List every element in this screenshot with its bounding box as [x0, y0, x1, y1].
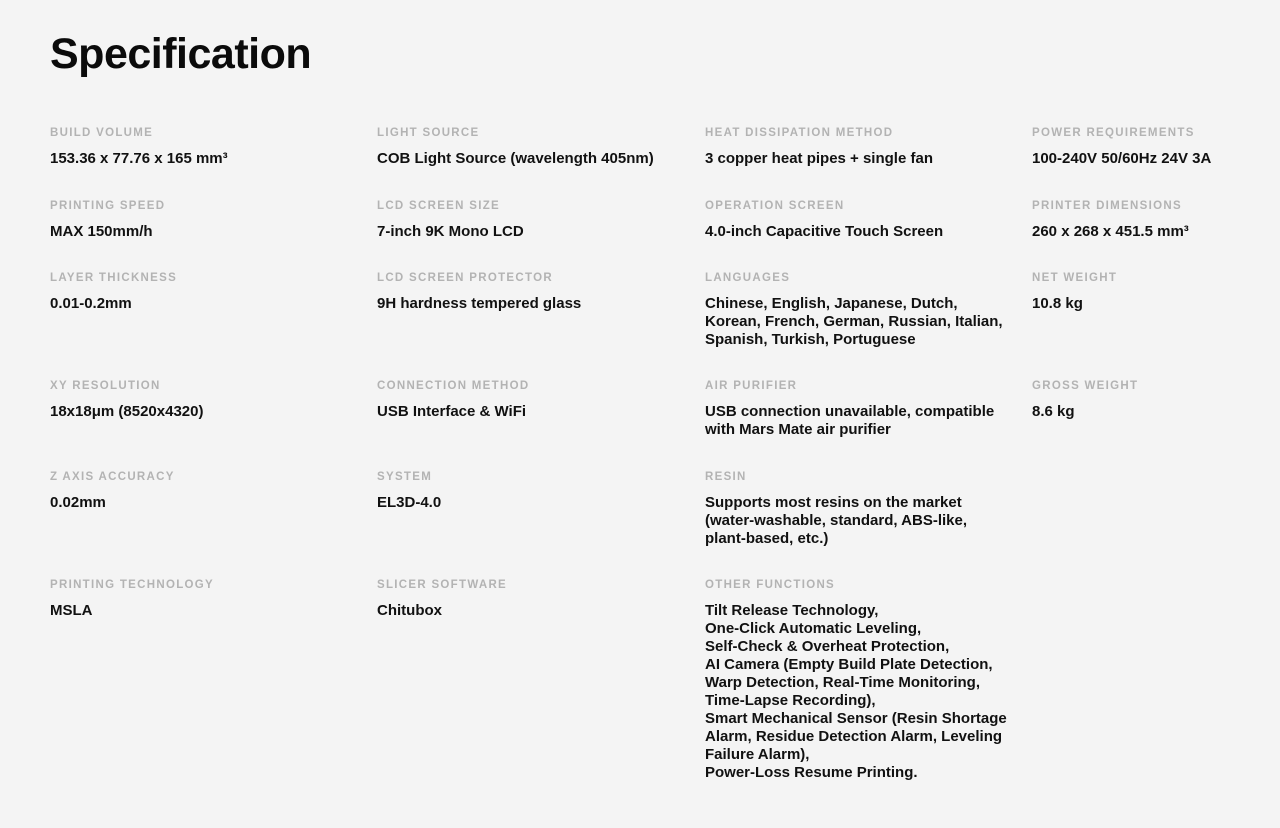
spec-label: PRINTING TECHNOLOGY	[50, 579, 214, 591]
spec-label: LAYER THICKNESS	[50, 272, 178, 284]
spec-label: GROSS WEIGHT	[1032, 380, 1139, 392]
spec-languages	[705, 271, 1035, 349]
spec-lcd-screen-size	[377, 199, 707, 241]
spec-value: 0.02mm	[50, 494, 106, 511]
spec-label: RESIN	[705, 471, 747, 483]
spec-label: BUILD VOLUME	[50, 127, 154, 139]
spec-net-weight	[1032, 271, 1272, 313]
spec-xy-resolution	[50, 379, 380, 421]
spec-printing-speed	[50, 199, 380, 241]
spec-resin	[705, 470, 1035, 548]
spec-value: 7-inch 9K Mono LCD	[377, 223, 524, 240]
spec-label: OTHER FUNCTIONS	[705, 579, 836, 591]
spec-value: 9H hardness tempered glass	[377, 295, 582, 312]
spec-heat-dissipation-method	[705, 126, 1035, 168]
spec-value: Chitubox	[377, 602, 442, 619]
spec-value: 18x18μm (8520x4320)	[50, 403, 204, 420]
spec-value: Chinese, English, Japanese, Dutch, Korean, French, German, Russian, Italian, Spanish, Turkish, Portuguese	[705, 295, 1003, 348]
spec-build-volume	[50, 126, 380, 168]
spec-value: Tilt Release Technology, One-Click Automatic Leveling, Self-Check & Overheat Protection, AI Camera (Empty Build Plate Detection, Warp Detection, Real-Time Monitoring, Time-Lapse Recording), Smart Mechanical Sensor (Resin Shortage Alarm, Residue Detection Alarm, Leveling Failure Alarm), Power-Loss Resume Printing.	[705, 602, 1007, 781]
spec-value: Supports most resins on the market (water-washable, standard, ABS-like, plant-based, etc.)	[705, 494, 968, 547]
spec-value: COB Light Source (wavelength 405nm)	[377, 150, 654, 167]
spec-light-source	[377, 126, 707, 168]
spec-label: LANGUAGES	[705, 272, 791, 284]
spec-value: 3 copper heat pipes + single fan	[705, 150, 933, 167]
spec-printer-dimensions	[1032, 199, 1272, 241]
spec-value: 4.0-inch Capacitive Touch Screen	[705, 223, 944, 240]
page-title: Specification	[50, 30, 312, 78]
spec-connection-method	[377, 379, 707, 421]
spec-label: LIGHT SOURCE	[377, 127, 480, 139]
spec-label: HEAT DISSIPATION METHOD	[705, 127, 894, 139]
spec-label: XY RESOLUTION	[50, 380, 161, 392]
spec-other-functions	[705, 578, 1035, 782]
spec-label: CONNECTION METHOD	[377, 380, 530, 392]
spec-value: 8.6 kg	[1032, 403, 1075, 420]
spec-value: 0.01-0.2mm	[50, 295, 132, 312]
spec-air-purifier	[705, 379, 1035, 439]
spec-label: Z AXIS ACCURACY	[50, 471, 175, 483]
spec-gross-weight	[1032, 379, 1272, 421]
spec-z-axis-accuracy	[50, 470, 380, 512]
spec-label: AIR PURIFIER	[705, 380, 798, 392]
spec-label: PRINTER DIMENSIONS	[1032, 200, 1182, 212]
spec-value: USB Interface & WiFi	[377, 403, 527, 420]
spec-slicer-software	[377, 578, 707, 620]
spec-value: EL3D-4.0	[377, 494, 442, 511]
spec-value: 260 x 268 x 451.5 mm³	[1032, 223, 1189, 240]
spec-printing-technology	[50, 578, 380, 620]
spec-label: SYSTEM	[377, 471, 433, 483]
spec-layer-thickness	[50, 271, 380, 313]
spec-label: OPERATION SCREEN	[705, 200, 845, 212]
spec-label: PRINTING SPEED	[50, 200, 166, 212]
spec-label: POWER REQUIREMENTS	[1032, 127, 1195, 139]
spec-value: MAX 150mm/h	[50, 223, 153, 240]
spec-label: NET WEIGHT	[1032, 272, 1118, 284]
spec-lcd-screen-protector	[377, 271, 707, 313]
spec-operation-screen	[705, 199, 1035, 241]
spec-power-requirements	[1032, 126, 1272, 168]
spec-value: 100-240V 50/60Hz 24V 3A	[1032, 150, 1212, 167]
spec-label: LCD SCREEN PROTECTOR	[377, 272, 553, 284]
spec-value: MSLA	[50, 602, 93, 619]
spec-label: LCD SCREEN SIZE	[377, 200, 501, 212]
spec-value: USB connection unavailable, compatible with Mars Mate air purifier	[705, 403, 995, 438]
spec-label: SLICER SOFTWARE	[377, 579, 508, 591]
spec-value: 153.36 x 77.76 x 165 mm³	[50, 150, 228, 167]
spec-value: 10.8 kg	[1032, 295, 1083, 312]
spec-system	[377, 470, 707, 512]
